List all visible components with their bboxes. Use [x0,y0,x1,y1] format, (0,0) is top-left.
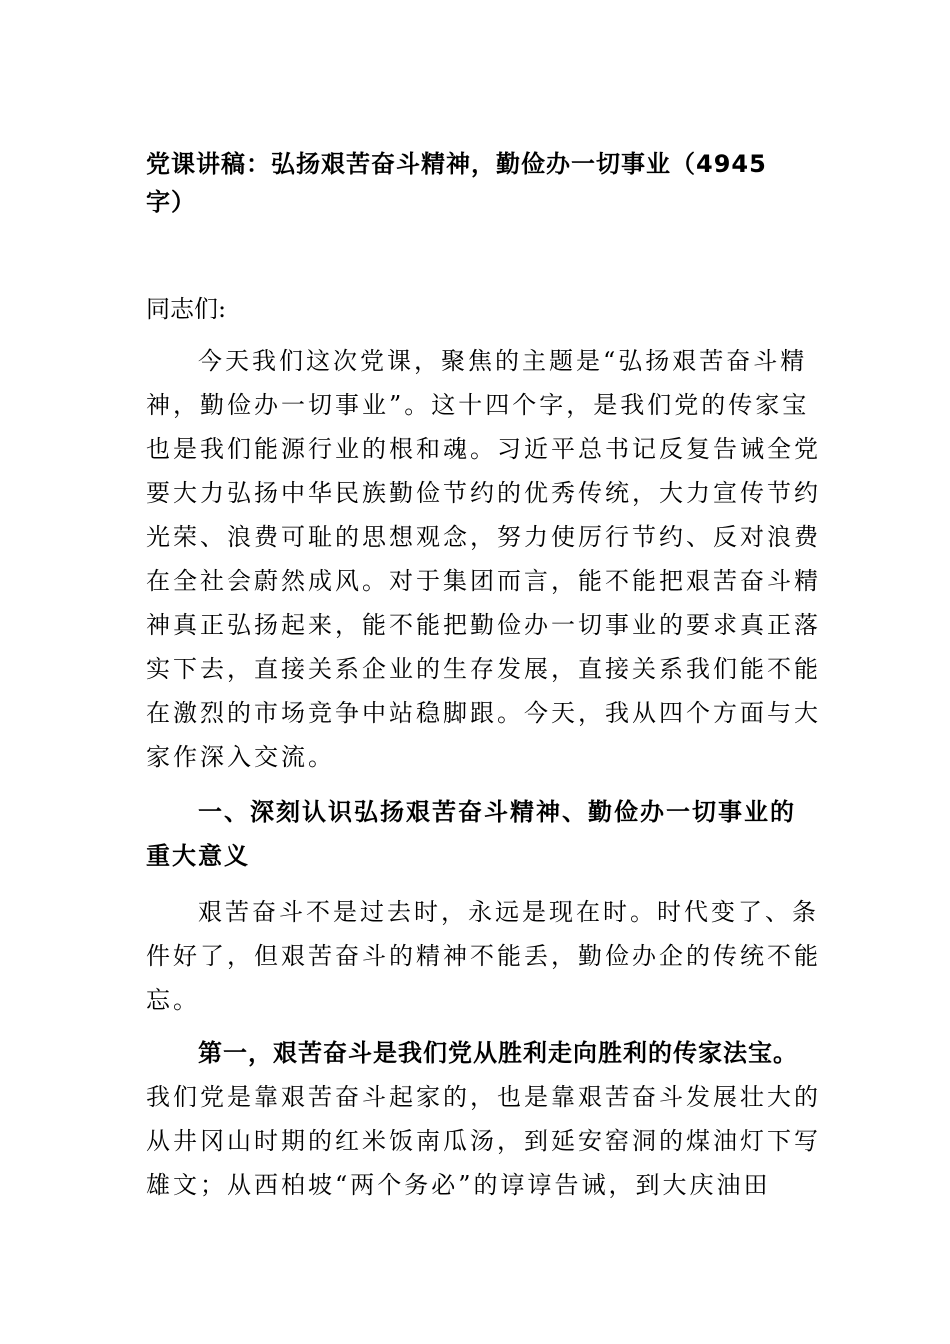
text-line: 光荣、浪费可耻的思想观念，努力使厉行节约、反对浪费 [146,523,821,551]
section-paragraph [146,890,826,1022]
text-line: 件好了，但艰苦奋斗的精神不能丢，勤俭办企的传统不能 [146,942,821,970]
text-line: 也是我们能源行业的根和魂。习近平总书记反复告诫全党 [146,435,821,463]
text-line: 我们党是靠艰苦奋斗起家的，也是靠艰苦奋斗发展壮大的 [146,1083,821,1111]
point-paragraph [146,1031,826,1207]
heading-line: 重大意义 [146,842,250,870]
heading-line: 一、深刻认识弘扬艰苦奋斗精神、勤俭办一切事业的 [198,798,796,826]
text-line: 艰苦奋斗不是过去时，永远是现在时。时代变了、条 [198,898,819,926]
title-line: 党课讲稿：弘扬艰苦奋斗精神，勤俭办一切事业（4945 [146,150,767,178]
text-line: 要大力弘扬中华民族勤俭节约的优秀传统，大力宣传节约 [146,479,821,507]
text-line: 忘。 [146,986,200,1014]
text-line: 从井冈山时期的红米饭南瓜汤，到延安窑洞的煤油灯下写 [146,1127,821,1155]
text-line: 在激烈的市场竞争中站稳脚跟。今天，我从四个方面与大 [146,699,821,727]
section-heading [146,790,826,878]
text-line: 实下去，直接关系企业的生存发展，直接关系我们能不能 [146,655,821,683]
text-line: 家作深入交流。 [146,743,335,771]
text-line: 今天我们这次党课，聚焦的主题是“弘扬艰苦奋斗精 [198,347,808,375]
salutation: 同志们: [146,295,227,323]
text-line: 在全社会蔚然成风。对于集团而言，能不能把艰苦奋斗精 [146,567,821,595]
text-line: 神真正弘扬起来，能不能把勤俭办一切事业的要求真正落 [146,611,821,639]
document-title [146,145,786,221]
intro-paragraph [146,339,826,779]
text-line: 雄文；从西柏坡“两个务必”的谆谆告诫，到大庆油田 [146,1171,771,1199]
text-line: 神，勤俭办一切事业”。这十四个字，是我们党的传家宝 [146,391,810,419]
title-line: 字） [146,188,196,216]
point-lead-sentence: 第一，艰苦奋斗是我们党从胜利走向胜利的传家法宝。 [198,1039,798,1067]
